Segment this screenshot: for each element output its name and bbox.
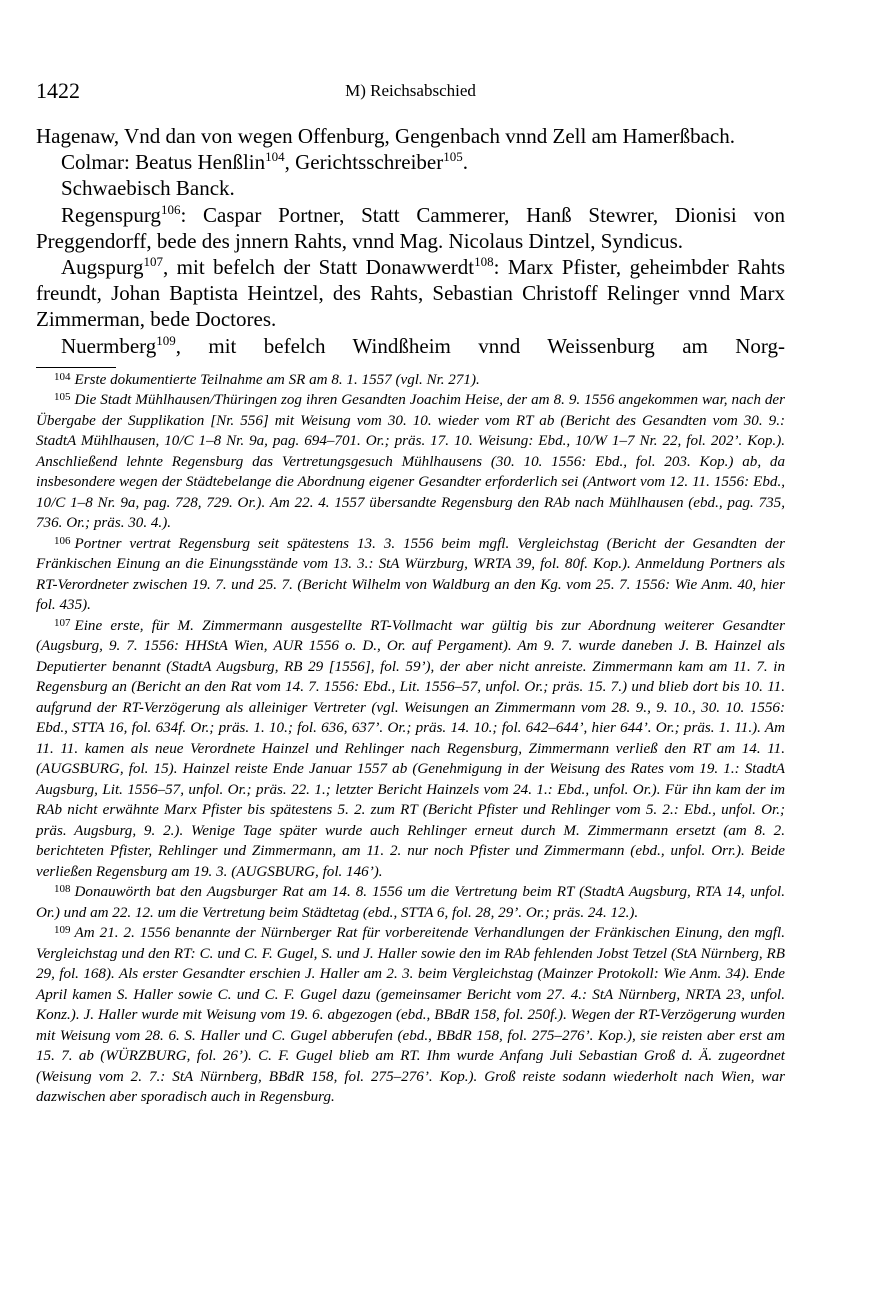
footnote-number: 107 — [54, 616, 71, 629]
footnote-ref-104: 104 — [265, 149, 285, 165]
footnote-ref-106: 106 — [160, 201, 181, 217]
augspurg-text: Augspurg — [61, 255, 144, 280]
augspurg-text-2: , mit befelch der Statt Donawwerdt — [162, 255, 475, 280]
paragraph-colmar — [36, 149, 785, 175]
footnote-ref-107: 107 — [143, 254, 163, 270]
page-number: 1422 — [36, 78, 80, 103]
footnote-105 — [36, 390, 785, 534]
footnote-109 — [36, 923, 785, 1108]
footnote-text: Portner vertrat Regensburg seit spätestens 13. 3. 1556 beim mgfl. Vergleichstag (Bericht der Gesandten der Fränkischen Einung an die Einungsstände vom 13. 3.: StA Würzburg, WRTA 39, fol. 80f. Kop.). Anmeldung Portners als RT-Verordneter zwischen 19. 7. und 25. 7. (Bericht Wilhelm von Waldburg an den Kg. vom 25. 7. 1556: Wie Anm. 40, hier fol. 435). — [36, 535, 785, 614]
paragraph-regenspurg — [36, 202, 785, 254]
augspurg-text-3: : Marx Pfister, geheimbder Rahts freundt, Johan Baptista Heintzel, des Rahts, Sebastian Christoff Relinger vnnd Marx Zimmerman, bede Doctores. — [36, 255, 785, 332]
running-head: M) Reichsabschied — [345, 81, 476, 100]
footnote-108 — [36, 882, 785, 923]
colmar-text: Colmar: Beatus Henßlin — [61, 150, 266, 175]
footnote-number: 108 — [54, 883, 71, 896]
footnote-text: Am 21. 2. 1556 benannte der Nürnberger Rat für vorbereitende Verhandlungen der Fränkischen Einung, den mgfl. Vergleichstag und den RT: C. und C. F. Gugel, S. und J. Haller sowie den im RAb fehlenden Jobst Tetzel (StA Nürnberg, RB 29, fol. 168). Als erster Gesandter erschien J. Haller am 2. 3. beim Vergleichstag (Mainzer Protokoll: Wie Anm. 34). Ende April kamen S. Haller sowie C. und C. F. Gugel dazu (gemeinsamer Bericht vom 27. 4.: StA Nürnberg, NRTA 23, unfol. Konz.). J. Haller wurde mit Weisung vom 19. 6. abgezogen (ebd., BBdR 158, fol. 250f.). Wegen der RT-Verzögerung wurden mit Weisung vom 28. 6. S. Haller und C. Gugel abberufen (ebd., BBdR 158, fol. 275–276’. Kop.), sie reisten aber erst am 15. 7. ab (WÜRZBURG, fol. 26’). C. F. Gugel blieb am RT. Ihm wurde Anfang Juli Sebastian Groß d. Ä. zugeordnet (Weisung vom 2. 7.: StA Nürnberg, BBdR 158, fol. 275–276’. Kop.). Groß reiste sodann wiederholt nach Wien, war dazwischen aber sporadisch auch in Regensburg. — [36, 925, 785, 1106]
regenspurg-text-2: : Caspar Portner, Statt Cammerer, Hanß Stewrer, Dionisi von Preggendorff, bede des jnnern Rahts, vnnd Mag. Nicolaus Dintzel, Syndicus. — [36, 202, 785, 253]
nuermberg-text-2: , mit befelch Windßheim vnnd Weissenburg am Norg- — [175, 333, 785, 358]
footnote-number: 109 — [54, 924, 71, 937]
paragraph-nuermberg — [36, 333, 785, 359]
footnote-107 — [36, 616, 785, 883]
footnote-text: Die Stadt Mühlhausen/Thüringen zog ihren Gesandten Joachim Heise, der am 8. 9. 1556 angekommen war, nach der Übergabe der Supplikation [Nr. 556] mit Weisung vom 30. 10. wieder vom RT ab (Bericht des Gesandten vom 30. 9.: StadtA Mühlhausen, 10/C 1–8 Nr. 9a, pag. 694–701. Or.; präs. 17. 10. Weisung: Ebd., 10/W 1–7 Nr. 22, fol. 202’. Kop.). Anschließend lehnte Regensburg das Vertretungsgesuch Mühlhausens (30. 10. 1556: Ebd., fol. 203. Kop.) ab, da insbesondere wegen der Städtebelange die Abordnung eigener Gesandter erforderlich sei (Antwort vom 12. 11. 1556: Ebd., 10/C 1–8 Nr. 9a, pag. 728, 729. Or.). Am 22. 4. 1557 übersandte Regensburg den RAb nach Mühlhausen (ebd., pag. 735, 736. Or.; präs. 30. 4.). — [36, 392, 785, 532]
colmar-text-3: . — [462, 150, 468, 175]
footnote-number: 105 — [54, 391, 71, 404]
page — [36, 78, 785, 1108]
page-header — [36, 78, 785, 108]
colmar-text-2: , Gerichtsschreiber — [284, 150, 444, 175]
footnote-divider — [36, 367, 116, 368]
main-text — [36, 123, 785, 359]
paragraph-schwaebisch: Schwaebisch Banck. — [61, 176, 235, 201]
footnote-number: 104 — [54, 370, 71, 383]
footnote-number: 106 — [54, 534, 71, 547]
paragraph-hagenaw: Hagenaw, Vnd dan von wegen Offenburg, Gengenbach vnnd Zell am Hamerßbach. — [36, 124, 735, 148]
footnote-ref-105: 105 — [443, 149, 463, 165]
nuermberg-text: Nuermberg — [61, 333, 157, 358]
paragraph-augspurg — [36, 254, 785, 333]
footnote-ref-108: 108 — [474, 254, 494, 270]
footnote-text: Eine erste, für M. Zimmermann ausgestellte RT-Vollmacht war gültig bis zur Abordnung weiterer Gesandter (Augsburg, 9. 7. 1556: HHStA Wien, AUR 1556 o. D., Or. auf Pergament). Am 9. 7. wurde daneben J. B. Hainzel als Deputierter benannt (StadtA Augsburg, RB 29 [1556], fol. 59’), der aber nicht anreiste. Zimmermann kam am 11. 7. in Regensburg an (Bericht an den Rat vom 14. 7. 1556: Ebd., Lit. 1556–57, unfol. Or.; präs. 15. 7.) und blieb dort bis 10. 11. aufgrund der RT-Verzögerung als alleiniger Vertreter (vgl. Weisungen an Zimmermann vom 28. 9., 9. 10., 30. 10. 1556: Ebd., STTA 16, fol. 634f. Or.; präs. 1. 10.; fol. 636, 637’. Or.; präs. 14. 10.; fol. 642–644’, hier 644’. Or.; präs. 1. 11.). Am 11. 11. kamen als neue Verordnete Hainzel und Rehlinger nach Regensburg, Zimmermann verließ den RT am 14. 11. (AUGSBURG, fol. 15). Hainzel reiste Ende Januar 1557 ab (Genehmigung in der Weisung des Rates vom 19. 1.: StadtA Augsburg, Lit. 1556–57, unfol. Or.; präs. 22. 1.; letzter Bericht Hainzels vom 24. 1.: Ebd., unfol. Or.). Für ihn kam der im RAb nicht erwähnte Marx Pfister bis spätestens 5. 2. zum RT (Bericht Pfister und Rehlinger vom 5. 2.: Ebd., unfol. Or.; präs. Augsburg, 9. 2.). Wenige Tage später wurde auch Rehlinger erneut durch M. Zimmermann ersetzt (am 8. 2. berichteten Pfister, Rehlinger und Zimmermann, am 11. 2. nur noch Pfister und Zimmermann (ebd., unfol. Orr.). Beide verließen Regensburg am 19. 3. (AUGSBURG, fol. 146’). — [36, 617, 785, 880]
footnote-text: Erste dokumentierte Teilnahme am SR am 8. 1. 1557 (vgl. Nr. 271). — [74, 371, 480, 388]
footnote-text: Donauwörth bat den Augsburger Rat am 14. 8. 1556 um die Vertretung beim RT (StadtA Augsburg, RTA 14, unfol. Or.) und am 22. 12. um die Vertretung beim Städtetag (ebd., STTA 6, fol. 28, 29’. Or.; präs. 24. 12.). — [36, 884, 785, 921]
footnote-104 — [36, 370, 785, 391]
footnotes — [36, 370, 785, 1108]
footnote-ref-109: 109 — [156, 332, 176, 348]
footnote-106 — [36, 534, 785, 616]
regenspurg-text: Regenspurg — [61, 202, 161, 227]
